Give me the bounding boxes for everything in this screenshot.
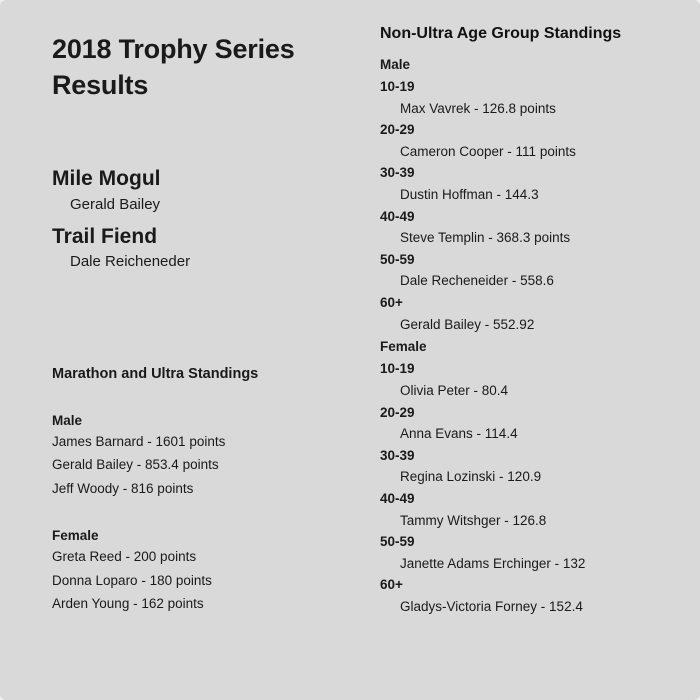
female-age-groups: [380, 335, 680, 617]
award-trail-fiend: [52, 223, 352, 273]
age-range: 60+: [380, 577, 403, 593]
gender-label: Male: [380, 56, 411, 72]
list-item: Jeff Woody - 816 points: [52, 480, 194, 496]
age-range: 10-19: [380, 79, 415, 95]
age-range: 30-39: [380, 447, 415, 463]
age-range: 40-49: [380, 490, 415, 506]
marathon-female-group: [52, 526, 352, 615]
award-mile-mogul: [52, 165, 352, 215]
list-item: Gerald Bailey - 853.4 points: [52, 457, 219, 473]
list-item: Tammy Witshger - 126.8: [400, 512, 547, 528]
award-title: Mile Mogul: [52, 167, 161, 191]
list-item: Cameron Cooper - 111 points: [400, 143, 576, 159]
list-item: Donna Loparo - 180 points: [52, 572, 212, 588]
left-column: [52, 24, 352, 615]
spacer: [52, 385, 352, 411]
age-range: 60+: [380, 294, 403, 310]
list-item: Gladys-Victoria Forney - 152.4: [400, 598, 583, 614]
group-label: Female: [52, 527, 99, 543]
group-label: Male: [52, 412, 83, 428]
male-age-groups: [380, 53, 680, 335]
list-item: Anna Evans - 114.4: [400, 426, 518, 442]
age-range: 50-59: [380, 251, 415, 267]
marathon-heading: Marathon and Ultra Standings: [52, 366, 259, 383]
age-group-heading: Non-Ultra Age Group Standings: [380, 25, 622, 42]
list-item: Dustin Hoffman - 144.3: [400, 186, 539, 202]
award-title: Trail Fiend: [52, 224, 158, 248]
award-winner: Gerald Bailey: [70, 195, 161, 213]
age-range: 40-49: [380, 208, 415, 224]
list-item: Olivia Peter - 80.4: [400, 382, 509, 398]
marathon-male-group: [52, 411, 352, 500]
gender-label: Female: [380, 339, 427, 355]
spacer: [52, 103, 352, 165]
list-item: Gerald Bailey - 552.92: [400, 316, 535, 332]
list-item: Greta Reed - 200 points: [52, 549, 197, 565]
list-item: Steve Templin - 368.3 points: [400, 230, 571, 246]
right-column: [380, 24, 680, 617]
page-title: 2018 Trophy Series Results: [52, 34, 295, 100]
spacer: [52, 500, 352, 526]
age-range: 20-29: [380, 122, 415, 138]
list-item: Dale Recheneider - 558.6: [400, 273, 554, 289]
spacer: [52, 272, 352, 364]
age-range: 10-19: [380, 361, 415, 377]
age-range: 20-29: [380, 404, 415, 420]
age-range: 30-39: [380, 165, 415, 181]
list-item: Max Vavrek - 126.8 points: [400, 100, 556, 116]
list-item: Janette Adams Erchinger - 132: [400, 555, 586, 571]
age-range: 50-59: [380, 534, 415, 550]
list-item: James Barnard - 1601 points: [52, 434, 226, 450]
list-item: Arden Young - 162 points: [52, 595, 204, 611]
award-winner: Dale Reicheneder: [70, 253, 191, 271]
list-item: Regina Lozinski - 120.9: [400, 469, 542, 485]
